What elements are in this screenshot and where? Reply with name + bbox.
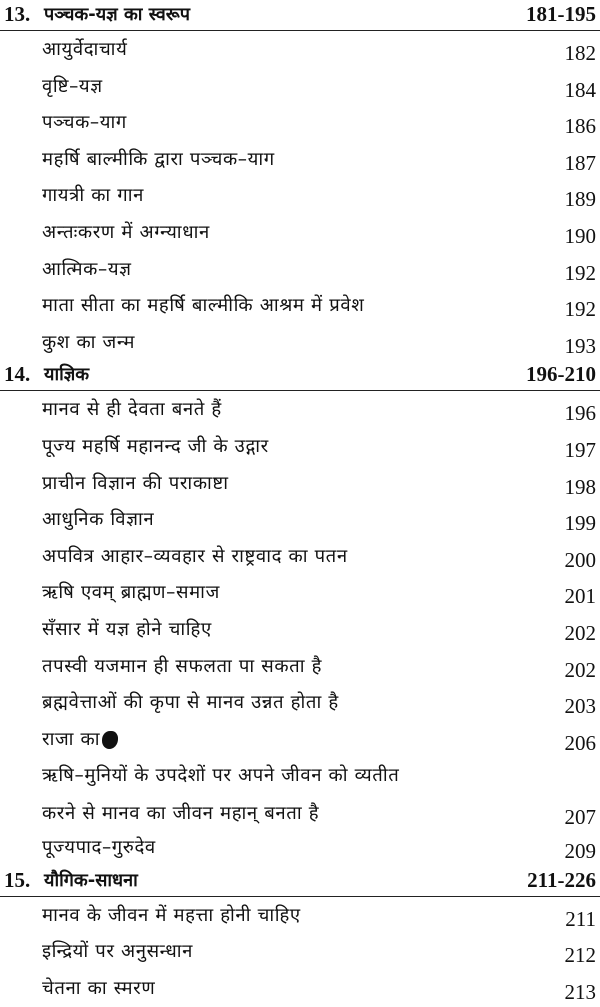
entry-title: राजा का [42,728,101,750]
entry-page: 187 [564,150,596,175]
entry-title: अपवित्र आहार–व्यवहार से राष्ट्रवाद का पतन [42,545,348,567]
toc-entry [0,970,600,1007]
toc-entry [0,391,600,428]
entry-page: 211 [565,906,596,931]
entry-page: 202 [564,657,596,682]
entry-page: 201 [564,584,596,609]
entry-page: 197 [564,437,596,462]
entry-title: इन्द्रियों पर अनुसन्धान [42,941,194,963]
entry-title: आत्मिक–यज्ञ [42,258,132,280]
toc-entry [0,31,600,68]
chapter-number: 14. [4,362,31,387]
entry-page: 200 [564,547,596,572]
entry-title-wrap [42,726,118,751]
chapter-heading [0,360,600,391]
entry-page: 192 [564,297,596,322]
entry-title: कुश का जन्म [42,331,136,353]
chapter-number: 15. [4,867,31,892]
entry-title: वृष्टि–यज्ञ [42,75,103,97]
toc-entry [0,795,600,829]
entry-page: 202 [564,620,596,645]
toc-entry [0,501,600,538]
entry-page: 203 [564,694,596,719]
toc-entry [0,324,600,361]
toc-entry [0,684,600,721]
chapter-title: यौगिक-साधना [44,869,138,891]
entry-page: 192 [564,260,596,285]
entry-page: 199 [564,511,596,536]
entry-title: महर्षि बाल्मीकि द्वारा पञ्चक–याग [42,148,275,170]
toc-entry [0,829,600,866]
chapter-page-range: 196-210 [526,362,596,387]
entry-title: मानव से ही देवता बनते हैं [42,399,222,421]
toc-entry [0,465,600,502]
entry-title: अन्तःकरण में अग्न्याधान [42,221,210,243]
entry-page: 190 [564,223,596,248]
entry-page: 198 [564,474,596,499]
toc-entry [0,104,600,141]
entry-title: चेतना का स्मरण [42,978,156,1000]
entry-page: 186 [564,114,596,139]
entry-title: ऋषि–मुनियों के उपदेशों पर अपने जीवन को व्यतीत [42,765,400,787]
chapter-title: पञ्चक-यज्ञ का स्वरूप [44,4,190,25]
entry-page: 213 [564,980,596,1005]
toc-entry [0,933,600,970]
toc-entry [0,141,600,178]
entry-page: 206 [564,730,596,755]
entry-title: गायत्री का गान [42,185,144,207]
toc-entry [0,251,600,288]
entry-title: पूज्यपाद–गुरुदेव [42,837,156,859]
entry-page: 189 [564,187,596,212]
chapter-page-range: 181-195 [526,2,596,26]
chapter-heading [0,0,600,31]
entry-title: माता सीता का महर्षि बाल्मीकि आश्रम में प्रवेश [42,295,365,317]
entry-title: सँसार में यज्ञ होने चाहिए [42,618,212,640]
entry-title: आयुर्वेदाचार्य [42,39,128,60]
toc-entry [0,721,600,758]
entry-page: 193 [564,333,596,358]
entry-page: 212 [564,943,596,968]
entry-title: पूज्य महर्षि महानन्द जी के उद्गार [42,435,269,457]
ink-blot-mark [102,731,118,749]
entry-page: 182 [564,41,596,65]
toc-entry [0,428,600,465]
chapter-heading [0,866,600,897]
toc-entry [0,538,600,575]
entry-page: 196 [564,401,596,426]
entry-title: ऋषि एवम् ब्राह्मण–समाज [42,582,220,604]
entry-title: आधुनिक विज्ञान [42,509,155,531]
entry-title: ब्रह्मवेत्ताओं की कृपा से मानव उन्नत होता है [42,692,339,714]
entry-title: करने से मानव का जीवन महान् बनता है [42,803,320,825]
entry-page: 207 [564,805,596,830]
toc-entry [0,648,600,685]
toc-entry [0,574,600,611]
chapter-number: 13. [4,2,31,26]
entry-title: मानव के जीवन में महत्ता होनी चाहिए [42,904,301,926]
toc-entry [0,757,600,795]
toc-entry [0,611,600,648]
entry-page: 184 [564,77,596,102]
chapter-page-range: 211-226 [527,867,596,892]
entry-page: 209 [564,839,596,864]
entry-title: तपस्वी यजमान ही सफलता पा सकता है [42,655,323,677]
entry-title: पञ्चक–याग [42,112,127,134]
toc-entry [0,287,600,324]
toc-entry [0,214,600,251]
chapter-title: याज्ञिक [44,364,90,386]
toc-entry [0,177,600,214]
toc-entry [0,68,600,105]
toc-entry [0,897,600,934]
entry-title: प्राचीन विज्ञान की पराकाष्टा [42,472,229,494]
